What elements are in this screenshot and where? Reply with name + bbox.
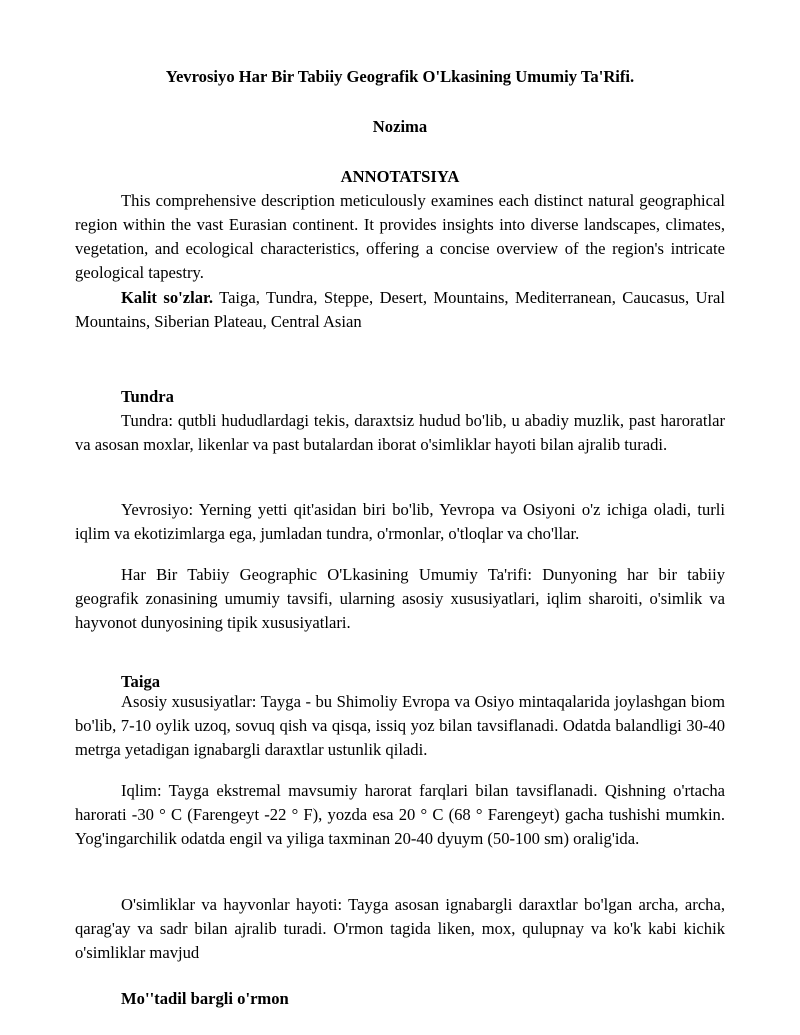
keywords-paragraph (75, 286, 725, 334)
annotation-text: This comprehensive description meticulously examines each distinct natural geographical region within the vast Eurasian continent. It provides insights into diverse landscapes, climates, vegetation, and ecological characteristics, offering a concise overview of the region's intricate geological tapestry. (75, 191, 725, 282)
taiga-paragraph-1: Asosiy xususiyatlar: Tayga - bu Shimoliy Evropa va Osiyo mintaqalarida joylashgan biom bo'lib, 7-10 oylik uzoq, sovuq qish va qisqa, issiq yoz bilan tavsiflanadi. Odatda balandligi 30-40 metrga yetadigan ignabargli daraxtlar ustunlik qiladi. (75, 692, 725, 759)
tundra-paragraph-1: Tundra: qutbli hududlardagi tekis, daraxtsiz hudud bo'lib, u abadiy muzlik, past haroratlar va asosan moxlar, likenlar va past butalardan iborat o'simliklar hayoti bilan ajralib turadi. (75, 411, 725, 454)
section-heading-tundra: Tundra (121, 387, 174, 406)
taiga-paragraph-3: O'simliklar va hayvonlar hayoti: Tayga asosan ignabargli daraxtlar bo'lgan archa, archa, qarag'ay va sadr bilan ajralib turadi. O'rmon tagida liken, mox, qulupnay va ko'k kabi kichik o'simliklar mavjud (75, 895, 725, 962)
taiga-paragraph-2: Iqlim: Tayga ekstremal mavsumiy harorat farqlari bilan tavsiflanadi. Qishning o'rtacha harorati -30 ° C (Farengeyt -22 ° F), yozda esa 20 ° C (68 ° Farengeyt) gacha tushishi mumkin. Yog'ingarchilik odatda engil va yiliga taxminan 20-40 dyuym (50-100 sm) oralig'ida. (75, 781, 725, 848)
keywords-text: Taiga, Tundra, Steppe, Desert, Mountains, Mediterranean, Caucasus, Ural Mountains, Siberian Plateau, Central Asian (75, 288, 725, 331)
document-title: Yevrosiyo Har Bir Tabiiy Geografik O'Lkasining Umumiy Ta'Rifi. (165, 67, 635, 86)
tundra-paragraph-2: Yevrosiyo: Yerning yetti qit'asidan biri bo'lib, Yevropa va Osiyoni o'z ichiga oladi, turli iqlim va ekotizimlarga ega, jumladan tundra, o'rmonlar, o'tloqlar va cho'llar. (75, 500, 725, 543)
annotation-heading: ANNOTATSIYA (340, 167, 460, 186)
keywords-label: Kalit so'zlar. (121, 288, 213, 307)
section-heading-forest: Mo''tadil bargli o'rmon (121, 989, 289, 1008)
author-name: Nozima (372, 117, 428, 136)
section-heading-taiga: Taiga (121, 672, 161, 691)
tundra-paragraph-3: Har Bir Tabiiy Geographic O'Lkasining Umumiy Ta'rifi: Dunyoning har bir tabiiy geografik zonasining umumiy tavsifi, ularning asosiy xususiyatlari, iqlim sharoiti, o'simlik va hayvonot dunyosining tipik xususiyatlari. (75, 565, 725, 632)
